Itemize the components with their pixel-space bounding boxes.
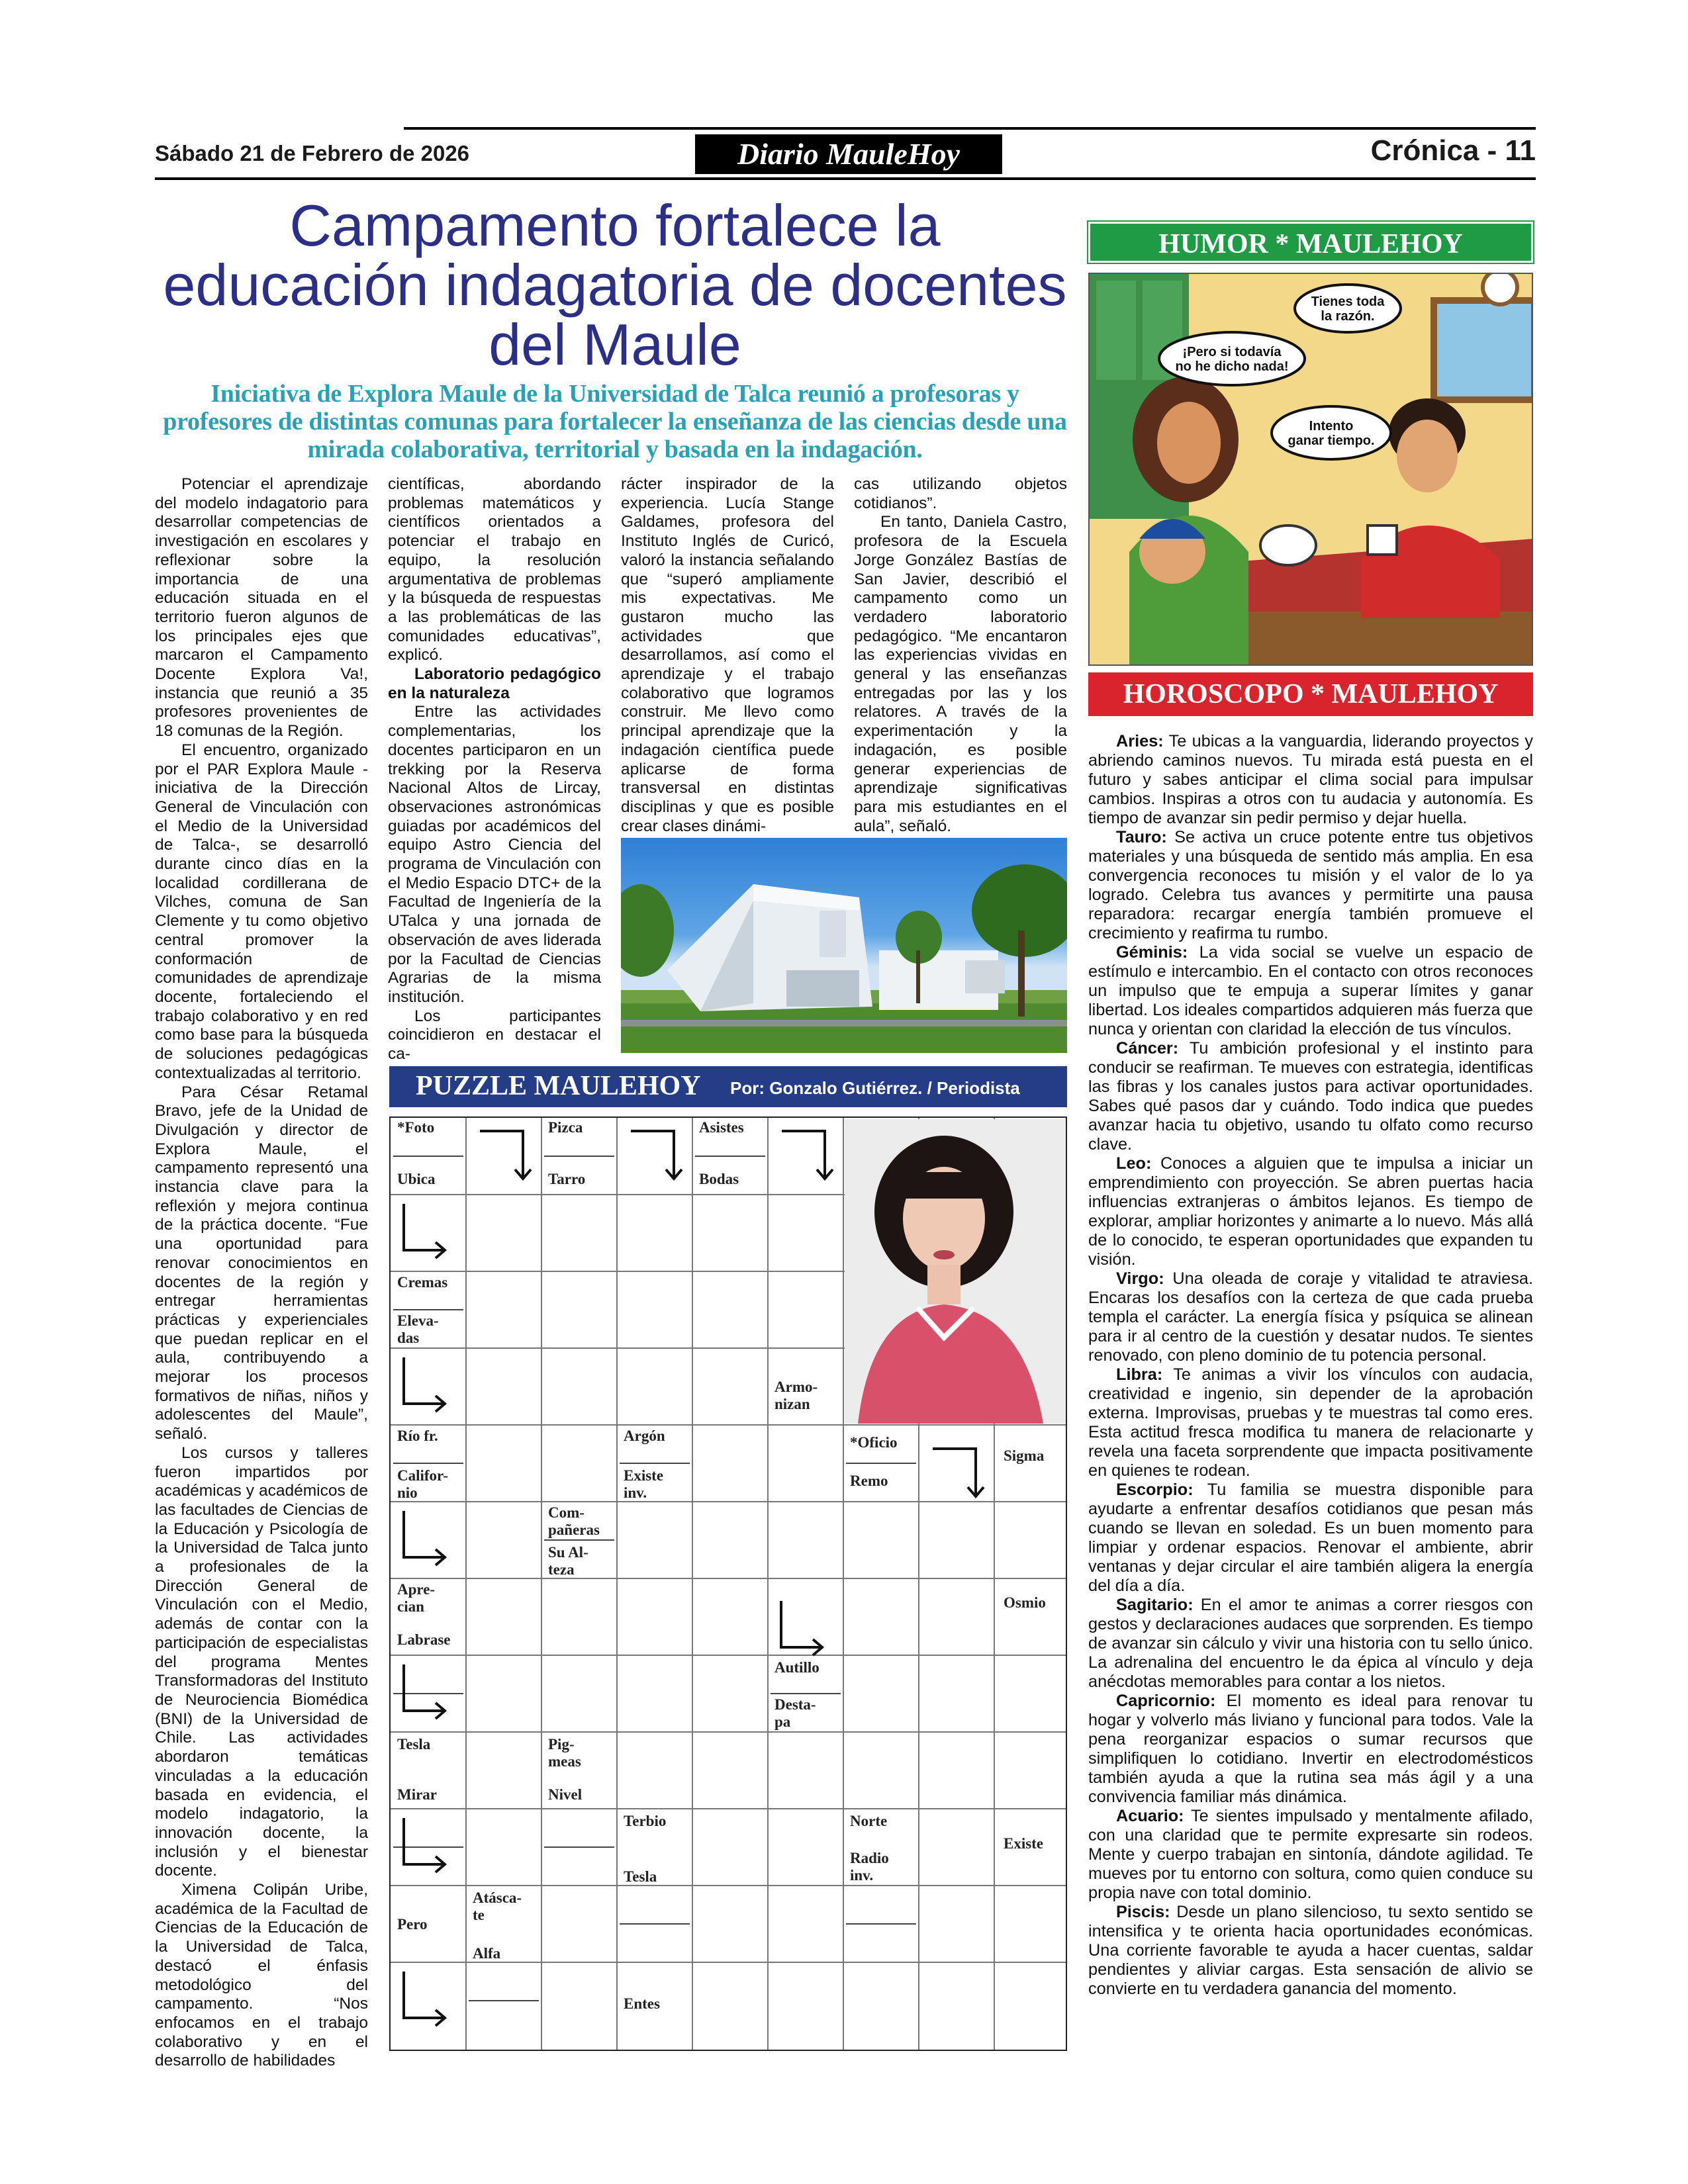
clue-argon: Argón — [624, 1428, 665, 1444]
paragraph: Potenciar el aprendizaje del modelo indagatorio para desarrollar competencias de investigación en escolares y reflexionar sobre la importancia de una educación situada en el territorio fueron algunos de los principales ejes que marcaron el Campamento Docente Explora Va!, instancia que reunió a 35 profesores provenientes de 18 comunas de la Región. — [155, 475, 368, 741]
paragraph: Para César Retamal Bravo, jefe de la Unidad de Divulgación y director de Explora Maule, el campamento representó una instancia clave para la reflexión y mejora continua de la práctica docente. “Fue una oportunidad para renovar conocimientos en docentes de la región y entregar herramientas prácticas y experienciales que puedan replicar en el aula, contribuyendo a mejorar los procesos formativos de niñas, niños y adolescentes del Maule”, señaló. — [155, 1083, 368, 1443]
subheading: Laboratorio pedagógico en la naturaleza — [388, 665, 601, 702]
newspaper-logo: Diario MauleHoy — [695, 134, 1002, 174]
clue-labrase: Labrase — [397, 1631, 451, 1648]
sign-name: Libra: — [1116, 1365, 1163, 1384]
paragraph: cas utilizando objetos cotidianos”. — [854, 475, 1067, 512]
clue-pero: Pero — [397, 1916, 428, 1933]
clue-norte: Norte — [850, 1813, 888, 1829]
sign-name: Escorpio: — [1116, 1480, 1194, 1499]
clue-sigma: Sigma — [1004, 1447, 1045, 1464]
puzzle-byline: Por: Gonzalo Gutiérrez. / Periodista — [730, 1078, 1020, 1098]
article-column-1 — [155, 475, 368, 2071]
header-bottom-rule — [155, 177, 1536, 180]
clue-bodas: Bodas — [699, 1171, 739, 1187]
sign-text: El momento es ideal para renovar tu hogar y volverlo más liviano y funcional para todos. Vale la pena reorganizar espacios o sumar recursos que simplifiquen lo cotidiano. Invertir en electrodomésticos también ayuda a que la rutina sea más ágil y a una convivencia familiar más dinámica. — [1088, 1692, 1533, 1806]
clue-tarro: Tarro — [548, 1171, 586, 1187]
article-deck: Iniciativa de Explora Maule de la Universidad de Talca reunió a profesoras y profesores de distintas comunas para fortalecer la enseñanza de las ciencias desde una mirada colaborativa, territorial y basada en la indagación. — [163, 380, 1067, 463]
clue-tesla: Tesla — [397, 1736, 431, 1752]
sign-name: Aries: — [1116, 732, 1164, 751]
clue-terbio: Terbio — [624, 1813, 667, 1829]
clue-ubica: Ubica — [397, 1171, 436, 1187]
clue-tesla-2: Tesla — [624, 1868, 657, 1885]
horoscope-entry — [1088, 1480, 1533, 1596]
horoscope-entry — [1088, 1903, 1533, 1999]
sign-name: Piscis: — [1116, 1903, 1170, 1921]
paragraph: Los cursos y talleres fueron impartidos por académicas y académicos de las facultades de Ciencias de la Educación y Psicología de la Universidad de Talca junto a profesionales de la Dirección General de Vinculación con el Medio, además de contar con la participación de especialistas del programa Mentes Transformadoras del Instituto de Neurociencia Biomédica (BNI) de la Universidad de Chile. Las actividades abordaron temáticas vinculadas a la educación basada en evidencia, el modelo indagatorio, la innovación docente, la inclusión y el bienestar docente. — [155, 1443, 368, 1880]
paragraph: Entre las actividades complementarias, los docentes participaron en un trekking por la Reserva Nacional Altos de Lircay, observaciones astronómicas guiadas por académicos del equipo Astro Ciencia del programa de Vinculación con el Medio Espacio DTC+ de la Facultad de Ingeniería de la UTalca y una jornada de observación de aves liderada por la Facultad de Ciencias Agrarias de la misma institución. — [388, 703, 601, 1006]
clue-foto: *Foto — [397, 1119, 435, 1136]
sign-text: Desde un plano silencioso, tu sexto sentido se intensifica y te orienta hacia oportunidades económicas. Una corriente favorable te ayuda a hacer cuentas, saldar pendientes y aliviar cargas. Esta sensación de alivio se convierte en tu verdadera ganancia del momento. — [1088, 1903, 1533, 1998]
horoscope-entry — [1088, 1807, 1533, 1903]
sign-name: Capricornio: — [1116, 1692, 1216, 1710]
clue-atascate: Atásca- te — [473, 1889, 522, 1923]
clue-existe: Existe — [1004, 1835, 1044, 1852]
clue-pigmeas: Pig- meas — [548, 1736, 581, 1770]
paragraph: científicas, abordando problemas matemáticos y científicos orientados a potenciar el trabajo en equipo, la resolución argumentativa de problemas y la búsqueda de respuestas a las problemáticas de las comunidades educativas”, explicó. — [388, 475, 601, 664]
clue-alfa: Alfa — [473, 1945, 501, 1962]
horoscope-entry — [1088, 1692, 1533, 1807]
horoscope-entry — [1088, 1269, 1533, 1365]
clue-aprecian: Apre- cian — [397, 1581, 436, 1615]
clue-californio: Califor- nio — [397, 1467, 449, 1501]
sign-text: Se activa un cruce potente entre tus objetivos materiales y una búsqueda de sentido más amplia. En esa convergencia reconoces tu misión y el valor de lo ya logrado. Celebra tus avances y permitirte una pausa reparadora: recargar energía también promueve el crecimiento y reafirma tu rumbo. — [1088, 828, 1533, 942]
clue-nivel: Nivel — [548, 1786, 583, 1803]
horoscope-title: HOROSCOPO * MAULEHOY — [1088, 672, 1533, 716]
article-column-3 — [621, 475, 834, 836]
sign-text: Una oleada de coraje y vitalidad te atraviesa. Encaras los desafíos con la certeza de que cada prueba templa el carácter. La energía física y psíquica se alinean para ir al centro de la cuestión y desatar nudos. Te sientes renovado, con pleno dominio de tu potencia personal. — [1088, 1269, 1533, 1365]
article-column-2 — [388, 475, 601, 1064]
sign-name: Acuario: — [1116, 1807, 1184, 1825]
sign-name: Tauro: — [1116, 828, 1167, 846]
sign-text: Conoces a alguien que te impulsa a iniciar un emprendimiento con proyección. Se abren puertas hacia influencias extranjeras o ámbitos lejanos. Es tiempo de explorar, ampliar horizontes y animarte a lo nuevo. Más allá de lo conocido, te esperan oportunidades que expanden tu visión. — [1088, 1154, 1533, 1269]
horoscope-entry — [1088, 1596, 1533, 1692]
clue-radio-inv: Radio inv. — [850, 1850, 889, 1884]
crossword-grid — [389, 1116, 1067, 2051]
sign-name: Cáncer: — [1116, 1039, 1179, 1058]
paragraph: Ximena Colipán Uribe, académica de la Facultad de Ciencias de la Educación de la Universidad de Talca, destacó el énfasis metodológico del campamento. “Nos enfocamos en el trabajo colaborativo y en el desarrollo de habilidades — [155, 1881, 368, 2070]
horoscope-entry — [1088, 828, 1533, 943]
sign-text: Tu ambición profesional y el instinto para conducir se reafirman. Te mueves con estrategia, identificas las fibras y los canales justos para activar oportunidades. Sabes qué pasos dar y cuándo. Todo indica que puedes avanzar hacia tu objetivo, usando tu olfato como recurso clave. — [1088, 1039, 1533, 1154]
puzzle-title: PUZZLE MAULEHOY — [416, 1071, 701, 1101]
speech-bubble-3: Intento ganar tiempo. — [1288, 419, 1375, 448]
article-photo-building — [621, 838, 1067, 1053]
section-page-label: Crónica - 11 — [1370, 134, 1536, 167]
humor-cartoon — [1088, 273, 1533, 666]
horoscope-entry — [1088, 1154, 1533, 1269]
humor-title: HUMOR * MAULEHOY — [1088, 222, 1533, 263]
clue-oficio: *Oficio — [850, 1434, 898, 1451]
header-top-rule — [404, 127, 1536, 130]
sign-text: En el amor te animas a correr riesgos con gestos y declaraciones audaces que sorprenden. Es tiempo de avanzar sin cálculo y vivir una historia con tu sello único. La adrenalina del encuentro le da épica al vínculo y deja anécdotas memorables para contar a los nietos. — [1088, 1596, 1533, 1691]
paragraph: rácter inspirador de la experiencia. Lucía Stange Galdames, profesora del Instituto Inglés de Curicó, valoró la instancia señalando que “superó ampliamente mis expectativas. Me gustaron mucho las actividades que desarrollamos, así como el aprendizaje y el trabajo colaborativo que logramos construir. Me llevo como principal aprendizaje que la indagación científica puede aplicarse de forma transversal en distintas disciplinas y que es posible crear clases dinámi- — [621, 475, 834, 835]
article-headline: Campamento fortalece la educación indagatoria de docentes del Maule — [163, 193, 1067, 377]
paragraph: El encuentro, organizado por el PAR Explora Maule -iniciativa de la Dirección General de Vinculación con el Medio de la Universidad de Talca-, se desarrolló durante cinco días en la localidad cordillerana de Vilches, comuna de San Clemente y tu como objetivo central promover la conformación de comunidades de aprendizaje docente, fortaleciendo el trabajo colaborativo y en red como base para la búsqueda de soluciones pedagógicas contextualizadas al territorio. — [155, 741, 368, 1082]
clue-destapa: Desta- pa — [774, 1696, 816, 1730]
sign-text: La vida social se vuelve un espacio de estímulo e intercambio. En el contacto con otros reconoces un impulso que te empuja a superar límites y ganar libertad. Los ideales compartidos adquieren más fuerza que nunca y orientan con claridad la elección de tus vínculos. — [1088, 943, 1533, 1038]
horoscope-entry — [1088, 732, 1533, 828]
speech-bubble-2: ¡Pero si todavía no he dicho nada! — [1175, 345, 1289, 374]
horoscope-entry — [1088, 1039, 1533, 1154]
clue-asistes: Asistes — [699, 1119, 744, 1136]
clue-armonizan: Armo- nizan — [774, 1379, 818, 1412]
sign-name: Leo: — [1116, 1154, 1152, 1173]
paragraph: En tanto, Daniela Castro, profesora de la Escuela Jorge González Bastías de San Javier, describió el campamento como un verdadero laboratorio pedagógico. “Me encantaron las experiencias vividas en general y las enseñanzas entregadas por las y los relatores. A través de la experimentación y la indagación, es posible generar experiencias de aprendizaje significativas para mis estudiantes en el aula”, señaló. — [854, 513, 1067, 835]
horoscope-list — [1088, 732, 1533, 1999]
clue-elevadas: Eleva- das — [397, 1312, 439, 1346]
sign-text: Te ubicas a la vanguardia, liderando proyectos y abriendo caminos nuevos. Tu mirada está puesta en el futuro y sabes anticipar el clima social para impulsar cambios. Inspiras a otros con tu audacia y autonomía. Es tiempo de avanzar sin pedir permiso y dejar huella. — [1088, 732, 1533, 827]
clue-existe-inv: Existe inv. — [624, 1467, 664, 1501]
clue-rio-fr: Río fr. — [397, 1428, 438, 1444]
speech-bubble-1: Tienes toda la razón. — [1311, 295, 1385, 324]
paragraph: Los participantes coincidieron en destacar el ca- — [388, 1007, 601, 1064]
clue-companeras: Com- pañeras — [548, 1504, 600, 1538]
clue-mirar: Mirar — [397, 1786, 438, 1803]
sign-text: Tu familia se muestra disponible para ayudarte a enfrentar desafíos cotidianos que pesan más cuando se llevan en soledad. Es un buen momento para limpiar y ordenar espacios. Renovar el ambiente, abrir ventanas y dejar circular el aire también aligera la energía del día a día. — [1088, 1480, 1533, 1595]
sign-name: Virgo: — [1116, 1269, 1164, 1288]
clue-entes: Entes — [624, 1995, 660, 2012]
sign-name: Géminis: — [1116, 943, 1188, 962]
clue-osmio: Osmio — [1004, 1594, 1046, 1611]
clue-autillo: Autillo — [774, 1659, 820, 1676]
clue-pizca: Pizca — [548, 1119, 583, 1136]
horoscope-entry — [1088, 943, 1533, 1039]
clue-remo: Remo — [850, 1473, 888, 1489]
puzzle-title-bar — [389, 1066, 1067, 1107]
issue-date: Sábado 21 de Febrero de 2026 — [155, 141, 470, 165]
article-column-4 — [854, 475, 1067, 836]
sign-name: Sagitario: — [1116, 1596, 1194, 1614]
sign-text: Te sientes impulsado y mentalmente afilado, con una claridad que te permite expresarte sin rodeos. Mente y cuerpo trabajan en sintonía, dándote agilidad. Te mueves por tu entorno con soltura, como quien conduce su propia nave con total dominio. — [1088, 1807, 1533, 1902]
horoscope-entry — [1088, 1365, 1533, 1480]
clue-cremas: Cremas — [397, 1274, 448, 1291]
sign-text: Te animas a vivir los vínculos con audacia, creatividad e ingenio, sin depender de la aprobación externa. Improvisas, pruebas y te muestras tal como eres. Esta actitud fresca modifica tu manera de relacionarte y revela una faceta sorprendente que impacta positivamente en quienes te rodean. — [1088, 1365, 1533, 1480]
clue-su-alteza: Su Al- teza — [548, 1544, 588, 1578]
puzzle-author-photo — [845, 1119, 1066, 1424]
